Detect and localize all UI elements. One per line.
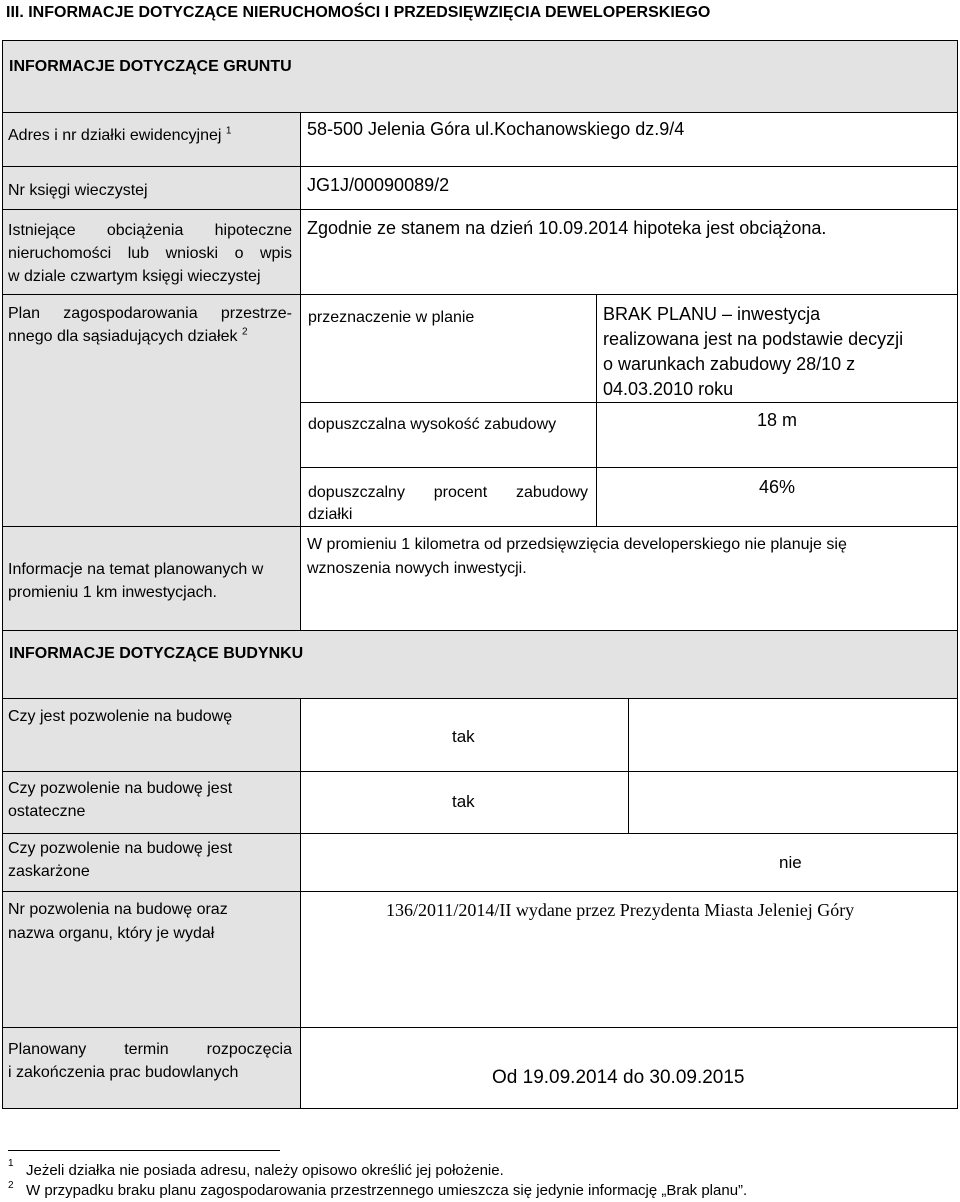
grid-line (300, 402, 958, 403)
grid-line (2, 166, 958, 167)
procent-value: 46% (758, 477, 796, 497)
footnote-separator (8, 1150, 280, 1151)
grid-line (2, 630, 958, 631)
grid-line (2, 209, 958, 210)
adres-value: 58-500 Jelenia Góra ul.Kochanowskiego dz.9/4 (307, 119, 685, 139)
ostateczne-label-line: ostateczne (8, 803, 86, 820)
przeznaczenie-value-line: realizowana jest na podstawie decyzji (603, 329, 904, 349)
wysokosc-label: dopuszczalna wysokość zabudowy (308, 416, 557, 433)
inwestycje-label-line: Informacje na temat planowanych w (8, 561, 264, 578)
grunt-heading: INFORMACJE DOTYCZĄCE GRUNTU (9, 58, 292, 75)
plan-label-line: Plan zagospodarowania przestrze- (8, 305, 292, 322)
ksiega-value: JG1J/00090089/2 (307, 175, 450, 195)
obciazenia-value: Zgodnie ze stanem na dzień 10.09.2014 hipoteka jest obciążona. (307, 218, 827, 238)
przeznaczenie-value-line: 04.03.2010 roku (603, 379, 734, 399)
ostateczne-label-line: Czy pozwolenie na budowę jest (8, 780, 233, 797)
ksiega-label: Nr księgi wieczystej (8, 182, 148, 199)
section-title: III. INFORMACJE DOTYCZĄCE NIERUCHOMOŚCI I PRZEDSIĘWZIĘCIA DEWELOPERSKIEGO (6, 4, 711, 21)
grid-line (2, 833, 958, 834)
obciazenia-label-line: w dziale czwartym księgi wieczystej (8, 268, 261, 285)
nr-pozwolenia-value: 136/2011/2014/II wydane przez Prezydenta Miasta Jeleniej Góry (386, 900, 855, 920)
grid-line (2, 40, 958, 41)
obciazenia-label-line: nieruchomości lub wnioski o wpis (8, 245, 292, 262)
przeznaczenie-label: przeznaczenie w planie (308, 309, 475, 326)
termin-label-line: Planowany termin rozpoczęcia (8, 1041, 292, 1058)
grid-line (300, 112, 301, 630)
zaskarzone-label-line: Czy pozwolenie na budowę jest (8, 840, 233, 857)
przeznaczenie-value-line: o warunkach zabudowy 28/10 z (603, 354, 856, 374)
inwestycje-value-line: wznoszenia nowych inwestycji. (307, 560, 527, 577)
przeznaczenie-value-line: BRAK PLANU – inwestycja (603, 304, 821, 324)
budynek-heading: INFORMACJE DOTYCZĄCE BUDYNKU (9, 645, 304, 662)
grid-line (2, 40, 3, 1109)
inwestycje-label-line: promieniu 1 km inwestycjach. (8, 584, 217, 601)
footnote-2: 2 (8, 1180, 14, 1191)
grid-line (2, 1108, 958, 1109)
grid-line (2, 891, 958, 892)
inwestycje-value-line: W promieniu 1 kilometra od przedsięwzięcia developerskiego nie planuje się (307, 536, 847, 553)
grid-line (2, 112, 958, 113)
termin-value: Od 19.09.2014 do 30.09.2015 (492, 1067, 745, 1088)
zaskarzone-label-line: zaskarżone (8, 863, 90, 880)
plan-label-line: nnego dla sąsiadujących działek $^2$ (8, 326, 248, 345)
termin-label-line: i zakończenia prac budowlanych (8, 1064, 239, 1081)
grid-line (300, 467, 958, 468)
footnote-1-text: Jeżeli działka nie posiada adresu, należy opisowo określić jej położenie. (26, 1162, 504, 1179)
pozwolenie-label: Czy jest pozwolenie na budowę (8, 708, 233, 725)
grid-line (2, 294, 958, 295)
adres-label: Adres i nr działki ewidencyjnej $^1$ (8, 125, 232, 144)
grid-line (2, 771, 958, 772)
nr-pozwolenia-label-line: nazwa organu, który je wydał (8, 925, 215, 942)
nr-pozwolenia-label-line: Nr pozwolenia na budowę oraz (8, 901, 228, 918)
grid-line (628, 698, 629, 833)
zaskarzone-value: nie (779, 853, 802, 872)
ostateczne-value: tak (452, 792, 475, 811)
grid-line (300, 698, 301, 1108)
grid-line (2, 526, 958, 527)
footnote-2-text: W przypadku braku planu zagospodarowania przestrzennego umieszcza się jedynie informację „Brak planu”. (26, 1182, 748, 1199)
wysokosc-value: 18 m (756, 410, 798, 430)
footnote-1: 1 (8, 1158, 14, 1169)
obciazenia-label-line: Istniejące obciążenia hipoteczne (8, 222, 292, 239)
procent-label-line: działki (308, 506, 353, 523)
grid-line (957, 40, 958, 1109)
pozwolenie-value: tak (452, 727, 475, 746)
procent-label-line: dopuszczalny procent zabudowy (308, 484, 588, 501)
grid-line (2, 698, 958, 699)
grid-line (2, 1027, 958, 1028)
